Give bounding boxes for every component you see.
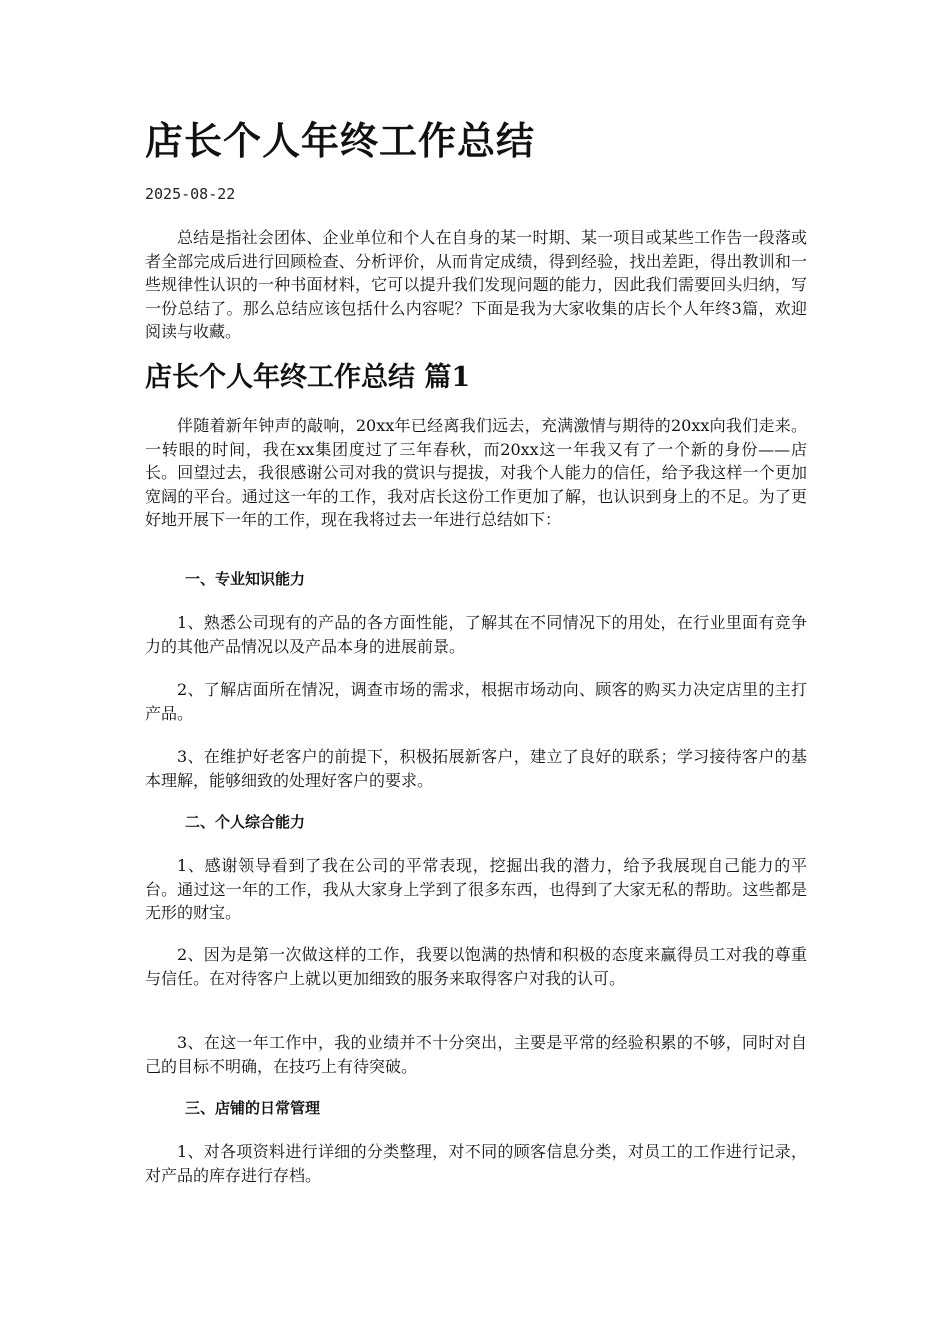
document-title: 店长个人年终工作总结: [145, 118, 536, 163]
list-item: 1、熟悉公司现有的产品的各方面性能，了解其在不同情况下的用处，在行业里面有竞争力的其他产品情况以及产品本身的进展前景。: [145, 613, 807, 656]
publish-date: 2025-08-22: [145, 185, 236, 203]
opening-paragraph: 伴随着新年钟声的敲响，20xx年已经离我们远去，充满激情与期待的20xx向我们走来。一转眼的时间，我在xx集团度过了三年春秋，而20xx这一年我又有了一个新的身份——店长。回望过去，我很感谢公司对我的赏识与提拔，对我个人能力的信任，给予我这样一个更加宽阔的平台。通过这一年的工作，我对店长这份工作更加了解，也认识到身上的不足。为了更好地开展下一年的工作，现在我将过去一年进行总结如下：: [145, 416, 807, 529]
list-item: 3、在这一年工作中，我的业绩并不十分突出，主要是平常的经验积累的不够，同时对自己的目标不明确，在技巧上有待突破。: [145, 1033, 807, 1076]
subheading-professional-knowledge: 一、专业知识能力: [185, 570, 306, 588]
section-title: 店长个人年终工作总结 篇1: [145, 362, 471, 393]
list-item: 2、因为是第一次做这样的工作，我要以饱满的热情和积极的态度来赢得员工对我的尊重与信任。在对待客户上就以更加细致的服务来取得客户对我的认可。: [145, 945, 807, 988]
intro-paragraph: 总结是指社会团体、企业单位和个人在自身的某一时期、某一项目或某些工作告一段落或者全部完成后进行回顾检查、分析评价，从而肯定成绩，得到经验，找出差距，得出教训和一些规律性认识的一种书面材料，它可以提升我们发现问题的能力，因此我们需要回头归纳，写一份总结了。那么总结应该包括什么内容呢？下面是我为大家收集的店长个人年终3篇，欢迎阅读与收藏。: [145, 228, 807, 341]
subheading-personal-ability: 二、个人综合能力: [185, 813, 306, 831]
subheading-store-management: 三、店铺的日常管理: [185, 1099, 321, 1117]
list-item: 1、对各项资料进行详细的分类整理，对不同的顾客信息分类，对员工的工作进行记录，对产品的库存进行存档。: [145, 1142, 807, 1185]
list-item: 1、感谢领导看到了我在公司的平常表现，挖掘出我的潜力，给予我展现自己能力的平台。通过这一年的工作，我从大家身上学到了很多东西，也得到了大家无私的帮助。这些都是无形的财宝。: [145, 856, 807, 922]
list-item: 2、了解店面所在情况，调查市场的需求，根据市场动向、顾客的购买力决定店里的主打产品。: [145, 680, 807, 723]
list-item: 3、在维护好老客户的前提下，积极拓展新客户，建立了良好的联系；学习接待客户的基本理解，能够细致的处理好客户的要求。: [145, 747, 807, 790]
